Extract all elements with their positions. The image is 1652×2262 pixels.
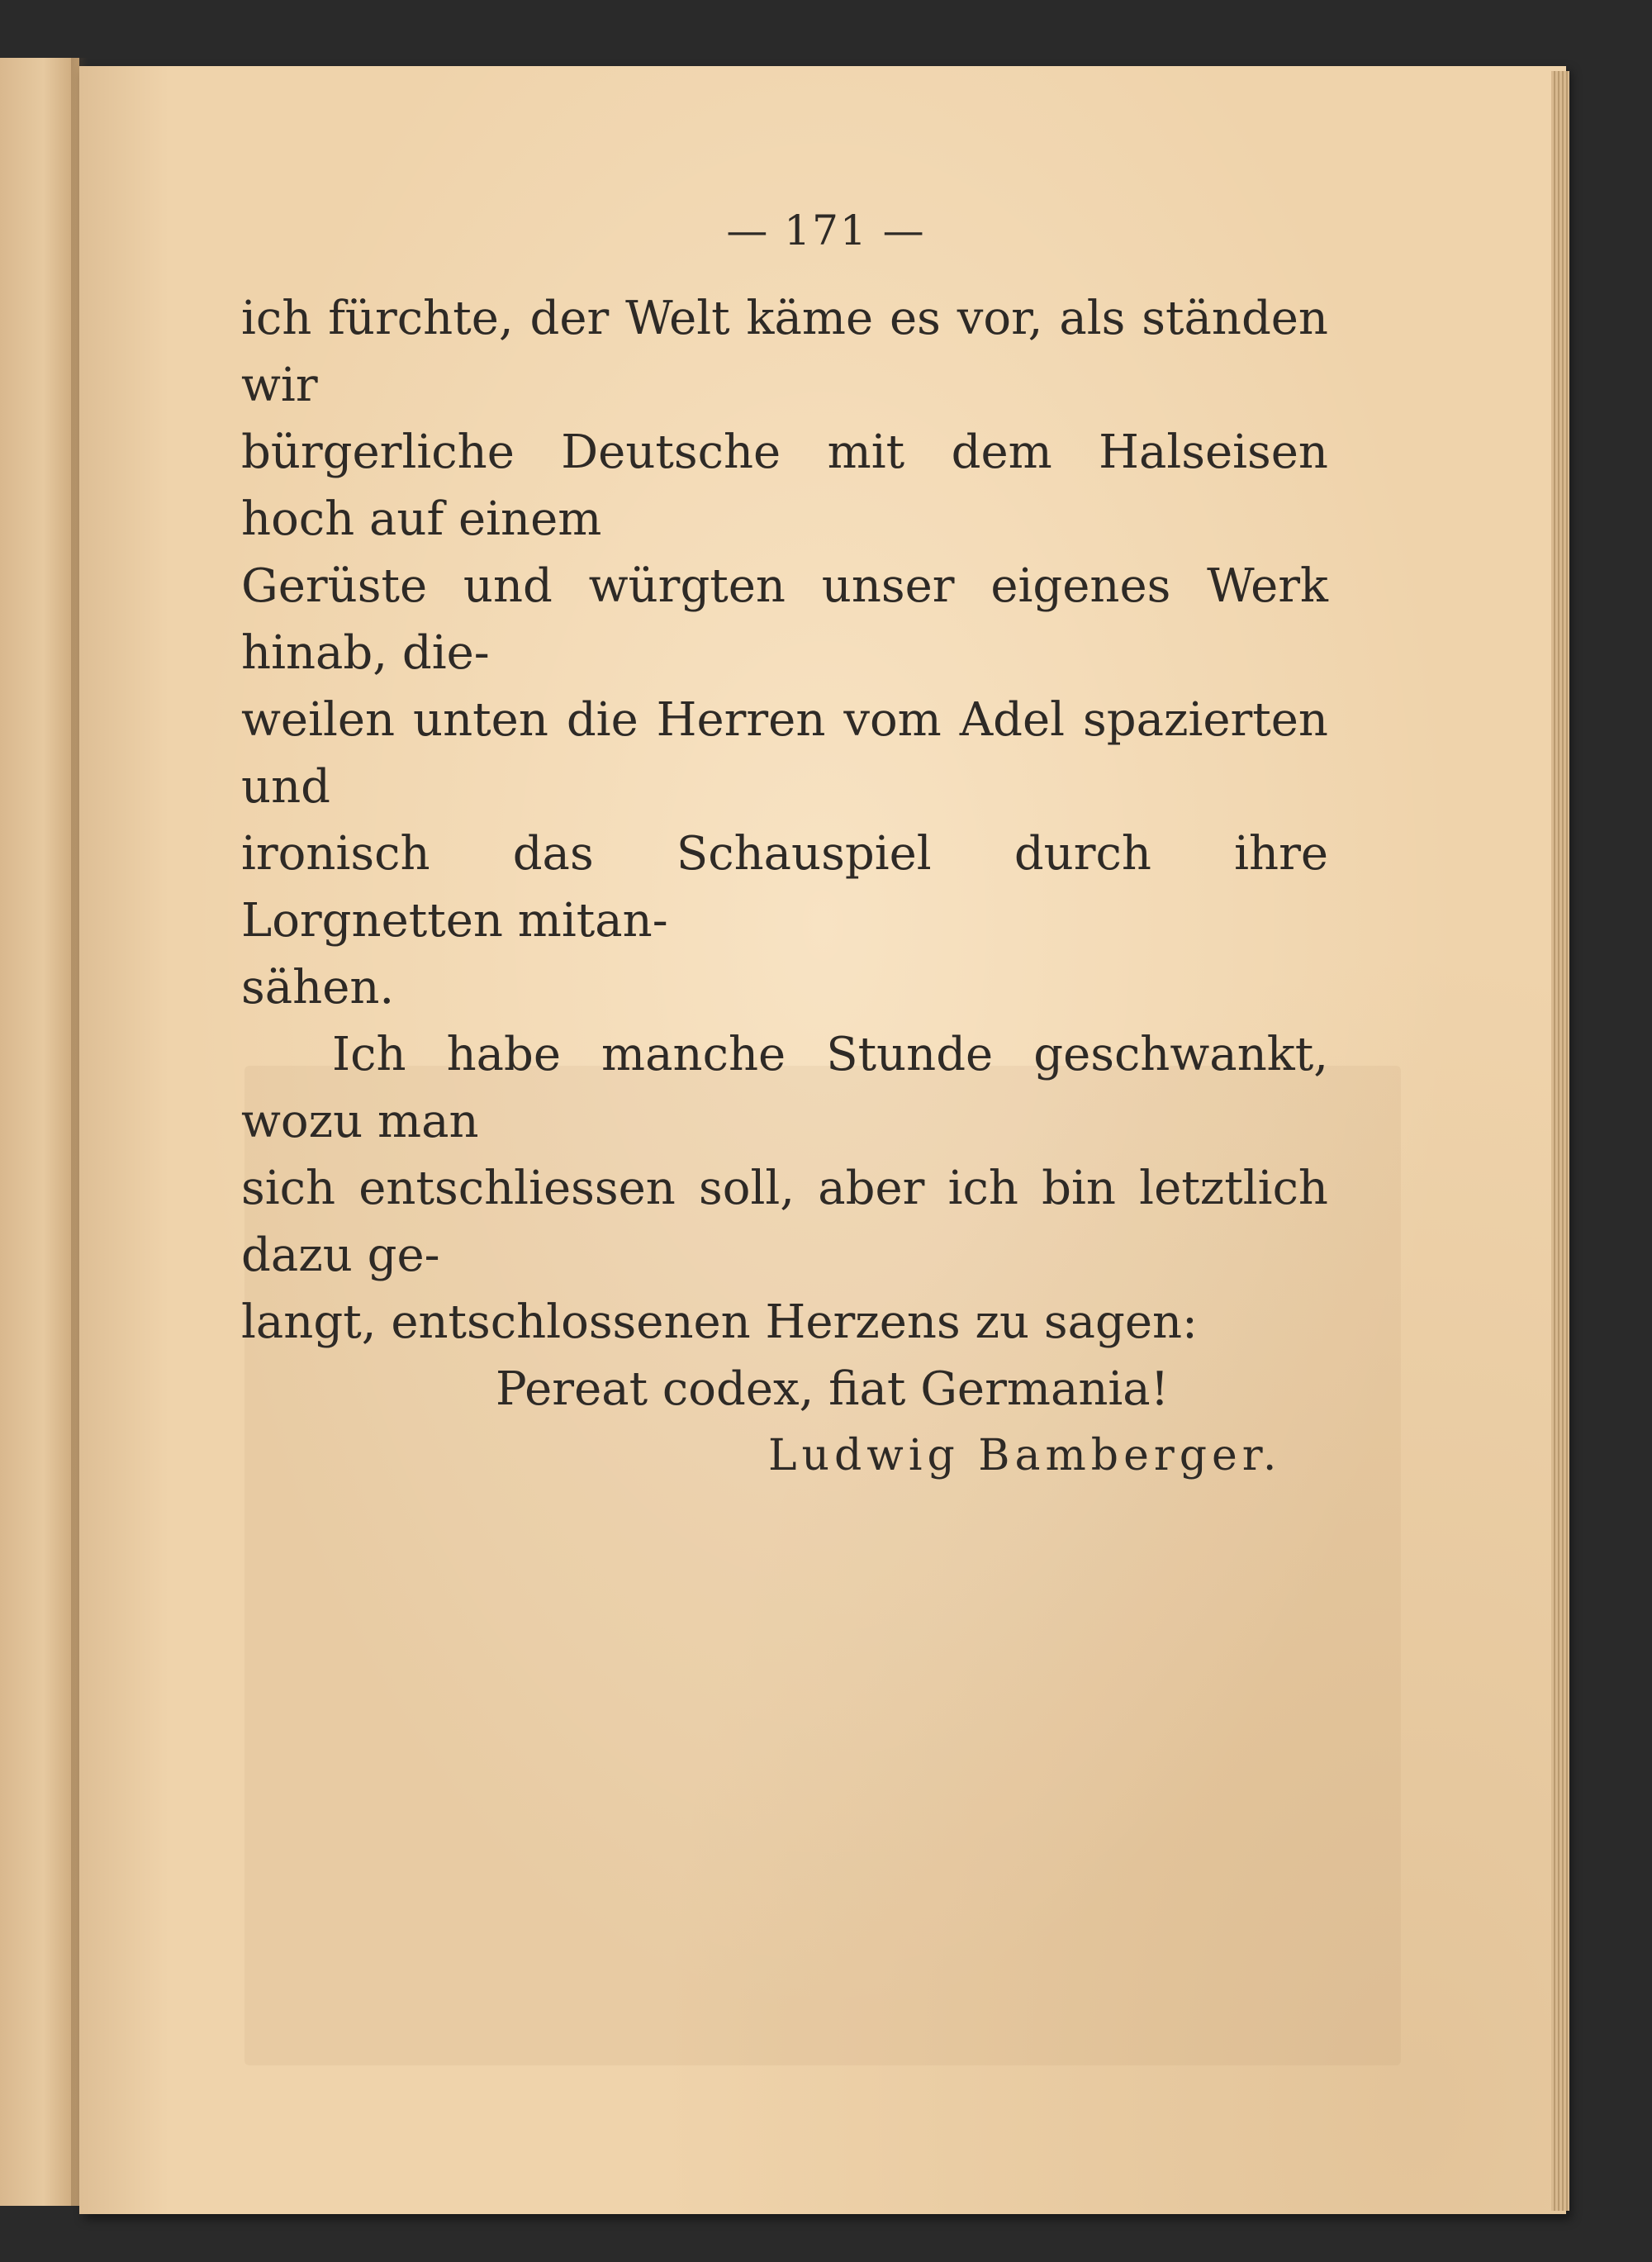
previous-page-edge [0, 58, 79, 2206]
text-line: ich fürchte, der Welt käme es vor, als ständen wir [241, 292, 1328, 412]
paragraph-1 [241, 285, 1328, 1021]
paragraph-2 [241, 1021, 1328, 1356]
author-signature: Ludwig Bamberger. [768, 1431, 1282, 1480]
page-stack-edge [1551, 71, 1569, 2211]
text-line: ironisch das Schauspiel durch ihre Lorgnetten mitan- [241, 827, 1328, 948]
text-line: Ich habe manche Stunde geschwankt, wozu man [241, 1028, 1328, 1148]
text-line: langt, entschlossenen Herzens zu sagen: [241, 1295, 1198, 1349]
text-line: Gerüste und würgten unser eigenes Werk hinab, die- [241, 559, 1328, 680]
text-line: weilen unten die Herren vom Adel spazierten und [241, 693, 1328, 814]
text-line: sähen. [241, 961, 395, 1015]
page-number: — 171 — [726, 207, 926, 254]
latin-quote: Pereat codex, fiat Germania! [496, 1362, 1170, 1416]
text-line: bürgerliche Deutsche mit dem Halseisen hoch auf einem [241, 425, 1328, 546]
text-line: sich entschliessen soll, aber ich bin letztlich dazu ge- [241, 1162, 1328, 1282]
page-text [241, 285, 1328, 1490]
